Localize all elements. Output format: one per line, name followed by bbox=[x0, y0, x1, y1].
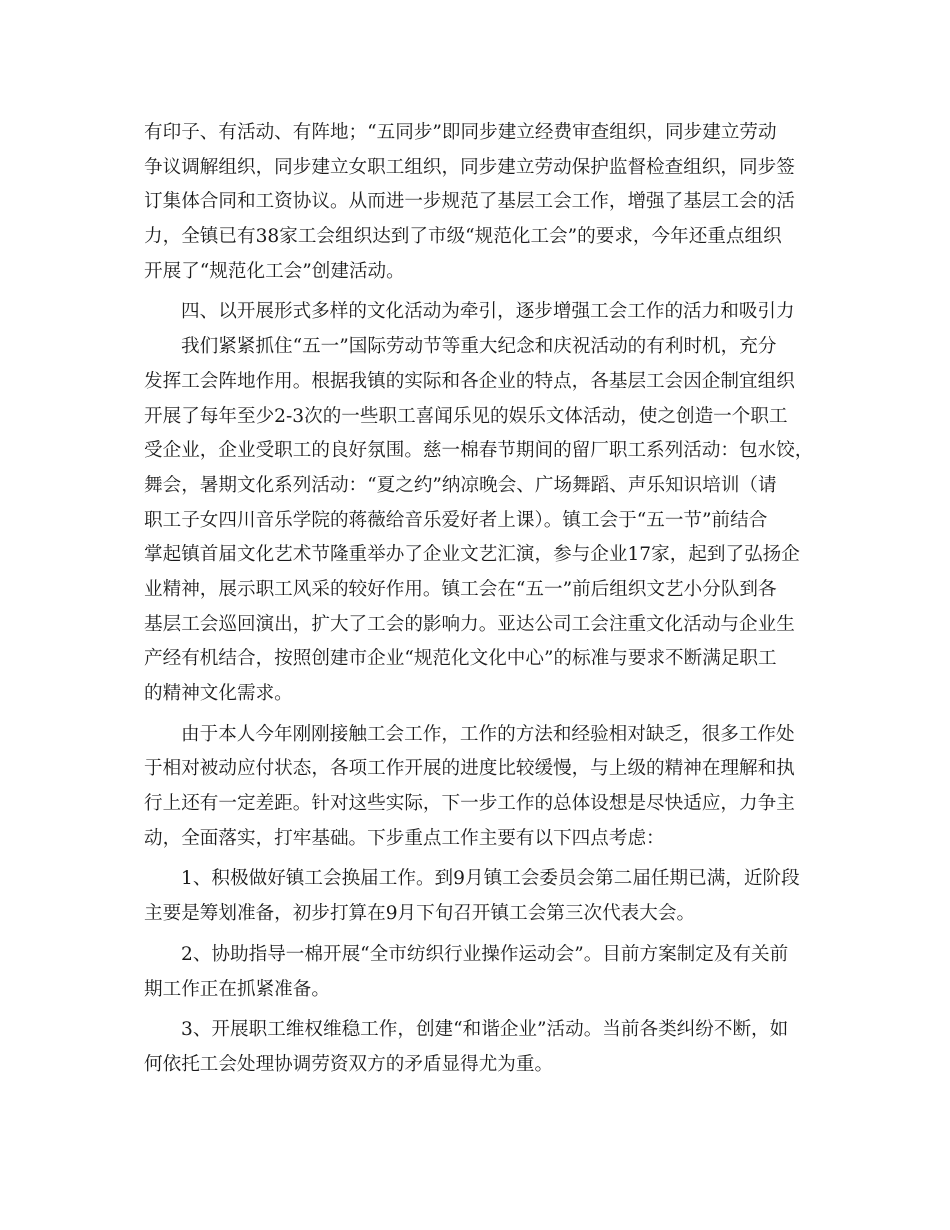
text-line: 于相对被动应付状态，各项工作开展的进度比较缓慢，与上级的精神在理解和执 bbox=[144, 758, 795, 780]
text-line: 主要是筹划准备，初步打算在9月下旬召开镇工会第三次代表大会。 bbox=[144, 903, 696, 925]
text-line: 由于本人今年刚刚接触工会工作，工作的方法和经验相对缺乏，很多工作处 bbox=[181, 723, 795, 745]
text-line: 产经有机结合，按照创建市企业“规范化文化中心”的标准与要求不断满足职工 bbox=[144, 648, 777, 670]
text-line: 行上还有一定差距。针对这些实际，下一步工作的总体设想是尽快适应，力争主 bbox=[144, 793, 795, 815]
text-line: 开展了“规范化工会”创建活动。 bbox=[144, 260, 405, 282]
text-line: 职工子女四川音乐学院的蒋薇给音乐爱好者上课）。镇工会于“五一节”前结合 bbox=[144, 509, 768, 531]
text-line: 力，全镇已有38家工会组织达到了市级“规范化工会”的要求，今年还重点组织 bbox=[144, 226, 782, 248]
text-line: 争议调解组织，同步建立女职工组织，同步建立劳动保护监督检查组织，同步签 bbox=[144, 156, 795, 178]
text-line: 四、以开展形式多样的文化活动为牵引，逐步增强工会工作的活力和吸引力 bbox=[181, 301, 795, 323]
text-line: 基层工会巡回演出，扩大了工会的影响力。亚达公司工会注重文化活动与企业生 bbox=[144, 613, 795, 635]
text-line: 订集体合同和工资协议。从而进一步规范了基层工会工作，增强了基层工会的活 bbox=[144, 191, 795, 213]
text-line: 有印子、有活动、有阵地；“五同步”即同步建立经费审查组织，同步建立劳动 bbox=[144, 122, 777, 143]
text-line: 开展了每年至少2-3次的一些职工喜闻乐见的娱乐文体活动，使之创造一个职工 bbox=[144, 405, 788, 427]
text-line: 发挥工会阵地作用。根据我镇的实际和各企业的特点，各基层工会因企制宜组织 bbox=[144, 370, 795, 392]
document-body bbox=[144, 116, 814, 1083]
text-line: 我们紧紧抓住“五一”国际劳动节等重大纪念和庆祝活动的有利时机，充分 bbox=[181, 336, 777, 358]
text-line: 期工作正在抓紧准备。 bbox=[144, 978, 330, 1000]
text-line: 受企业，企业受职工的良好氛围。慈一棉春节期间的留厂职工系列活动：包水饺， bbox=[144, 440, 814, 462]
text-line: 动，全面落实，打牢基础。下步重点工作主要有以下四点考虑： bbox=[144, 827, 665, 849]
text-line: 业精神，展示职工风采的较好作用。镇工会在“五一”前后组织文艺小分队到各 bbox=[144, 578, 777, 600]
text-line: 掌起镇首届文化艺术节隆重举办了企业文艺汇演，参与企业17家，起到了弘扬企 bbox=[144, 544, 800, 566]
text-line: 3、开展职工维权维稳工作，创建“和谐企业”活动。当前各类纠纷不断，如 bbox=[181, 1019, 789, 1041]
text-line: 舞会，暑期文化系列活动：“夏之约”纳凉晚会、广场舞蹈、声乐知识培训（请 bbox=[144, 474, 777, 496]
text-line: 1、积极做好镇工会换届工作。到9月镇工会委员会第二届任期已满，近阶段 bbox=[181, 868, 800, 890]
text-line: 的精神文化需求。 bbox=[144, 683, 293, 704]
text-line: 2、协助指导一棉开展“全市纺织行业操作运动会”。目前方案制定及有关前 bbox=[181, 943, 789, 965]
text-line: 何依托工会处理协调劳资双方的矛盾显得尤为重。 bbox=[144, 1053, 554, 1075]
